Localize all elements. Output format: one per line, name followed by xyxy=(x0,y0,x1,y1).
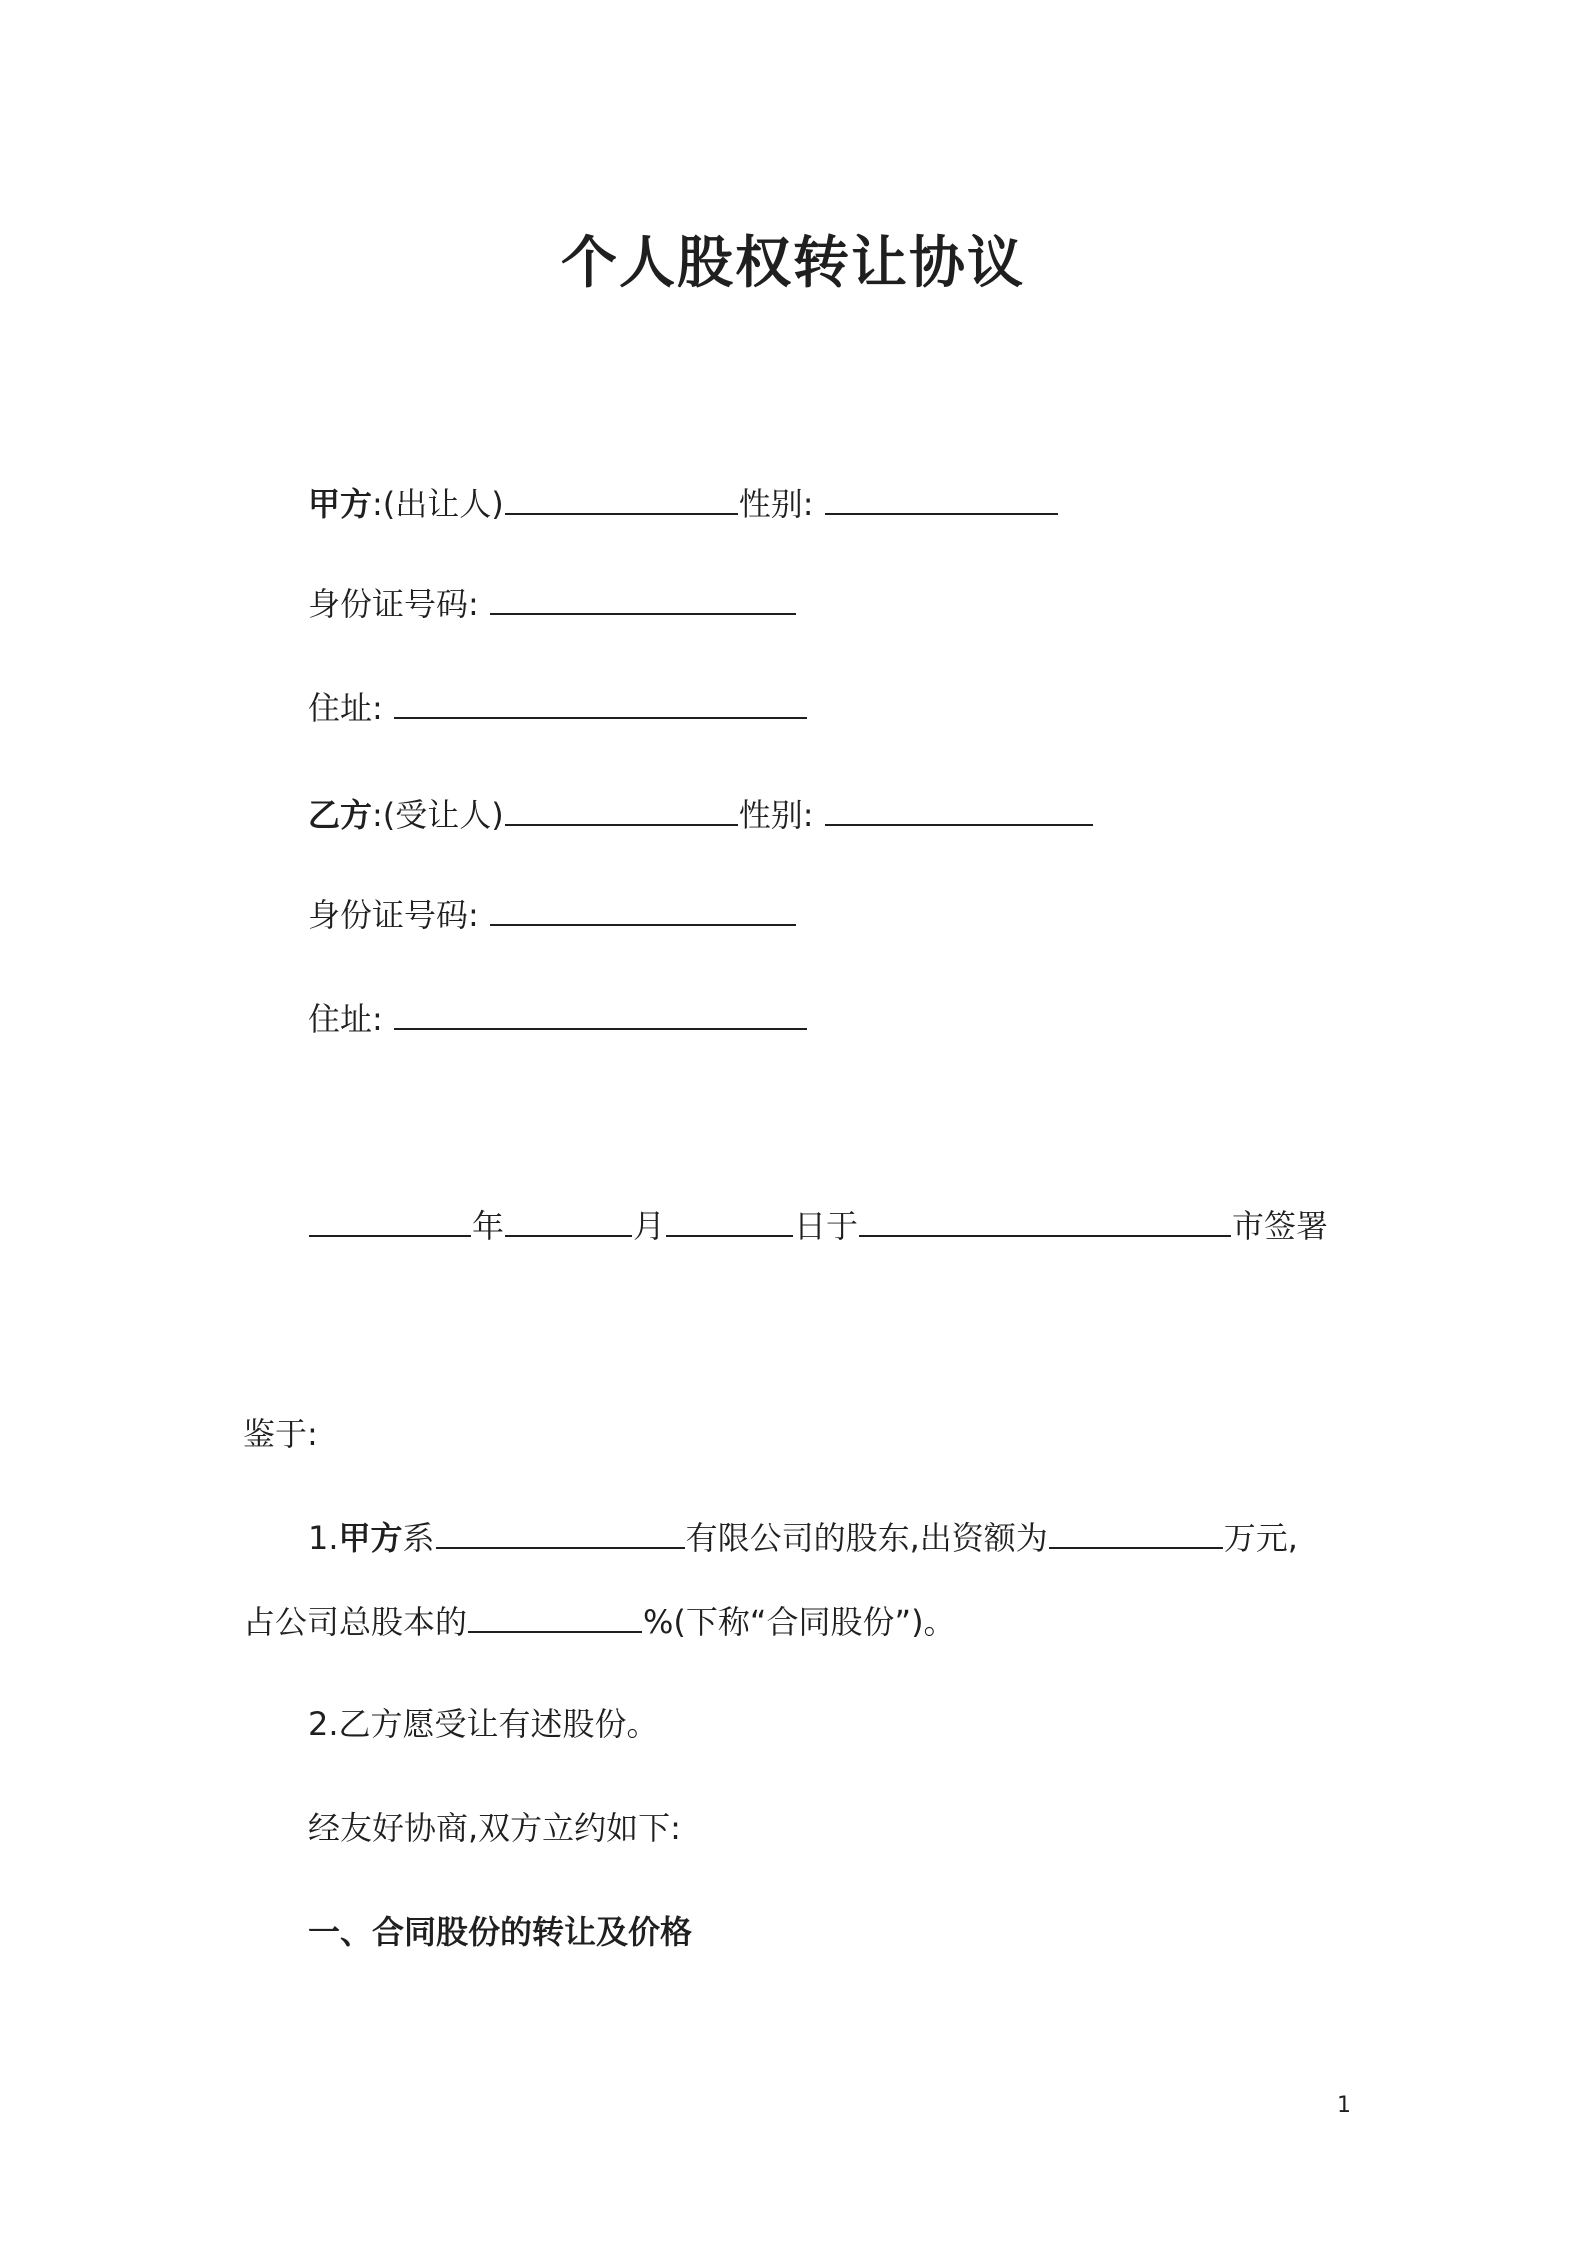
clause-1-share-text: 占公司总股本的 xyxy=(243,1603,468,1641)
clause-1-unit: 万元, xyxy=(1223,1519,1298,1557)
month-label: 月 xyxy=(633,1207,666,1245)
page-number: 1 xyxy=(1337,2093,1351,2118)
clause-2: 2.乙方愿受让有述股份。 xyxy=(308,1705,659,1743)
day-label: 日于 xyxy=(794,1207,859,1245)
party-a-id-label: 身份证号码: xyxy=(308,585,479,623)
party-a-label: 甲方 xyxy=(308,485,373,523)
party-a-role: :(出让人) xyxy=(372,485,504,523)
party-a-address-blank[interactable] xyxy=(394,687,807,719)
party-b-id-blank[interactable] xyxy=(490,894,796,926)
party-b-name-blank[interactable] xyxy=(505,794,738,826)
clause-1-party: 甲方 xyxy=(338,1519,403,1557)
party-b-line xyxy=(308,793,1094,837)
day-blank[interactable] xyxy=(666,1205,793,1237)
share-percent-blank[interactable] xyxy=(468,1601,642,1633)
party-b-role: :(受让人) xyxy=(372,796,504,834)
party-a-gender-blank[interactable] xyxy=(825,483,1058,515)
party-b-gender-blank[interactable] xyxy=(825,794,1093,826)
party-a-line xyxy=(308,482,1059,526)
company-name-blank[interactable] xyxy=(436,1517,685,1549)
clause-1-company-text: 有限公司的股东,出资额为 xyxy=(685,1519,1048,1557)
whereas-heading: 鉴于: xyxy=(243,1415,318,1453)
section-1-heading: 一、合同股份的转让及价格 xyxy=(308,1913,693,1951)
party-a-gender-label: 性别: xyxy=(738,485,814,523)
year-blank[interactable] xyxy=(309,1205,471,1237)
party-a-address-label: 住址: xyxy=(308,689,383,727)
city-label: 市签署 xyxy=(1232,1207,1329,1245)
clause-1-percent-note: %(下称“合同股份”)。 xyxy=(643,1603,956,1641)
clause-1-line-2 xyxy=(243,1600,956,1644)
month-blank[interactable] xyxy=(505,1205,632,1237)
party-b-address-line xyxy=(308,997,808,1041)
document-title: 个人股权转让协议 xyxy=(561,231,1025,296)
city-blank[interactable] xyxy=(859,1205,1231,1237)
capital-amount-blank[interactable] xyxy=(1049,1517,1223,1549)
party-b-label: 乙方 xyxy=(308,796,373,834)
party-a-id-line xyxy=(308,582,797,626)
party-b-id-line xyxy=(308,893,797,937)
signing-line xyxy=(308,1204,1328,1248)
year-label: 年 xyxy=(472,1207,505,1245)
party-b-gender-label: 性别: xyxy=(738,796,814,834)
party-b-address-label: 住址: xyxy=(308,1000,383,1038)
agreement-text: 经友好协商,双方立约如下: xyxy=(308,1809,681,1847)
clause-1-is: 系 xyxy=(402,1519,435,1557)
party-b-address-blank[interactable] xyxy=(394,998,807,1030)
party-b-id-label: 身份证号码: xyxy=(308,896,479,934)
party-a-name-blank[interactable] xyxy=(505,483,738,515)
party-a-id-blank[interactable] xyxy=(490,583,796,615)
clause-1-number: 1. xyxy=(308,1519,339,1557)
clause-1-line-1 xyxy=(308,1516,1298,1560)
party-a-address-line xyxy=(308,686,808,730)
